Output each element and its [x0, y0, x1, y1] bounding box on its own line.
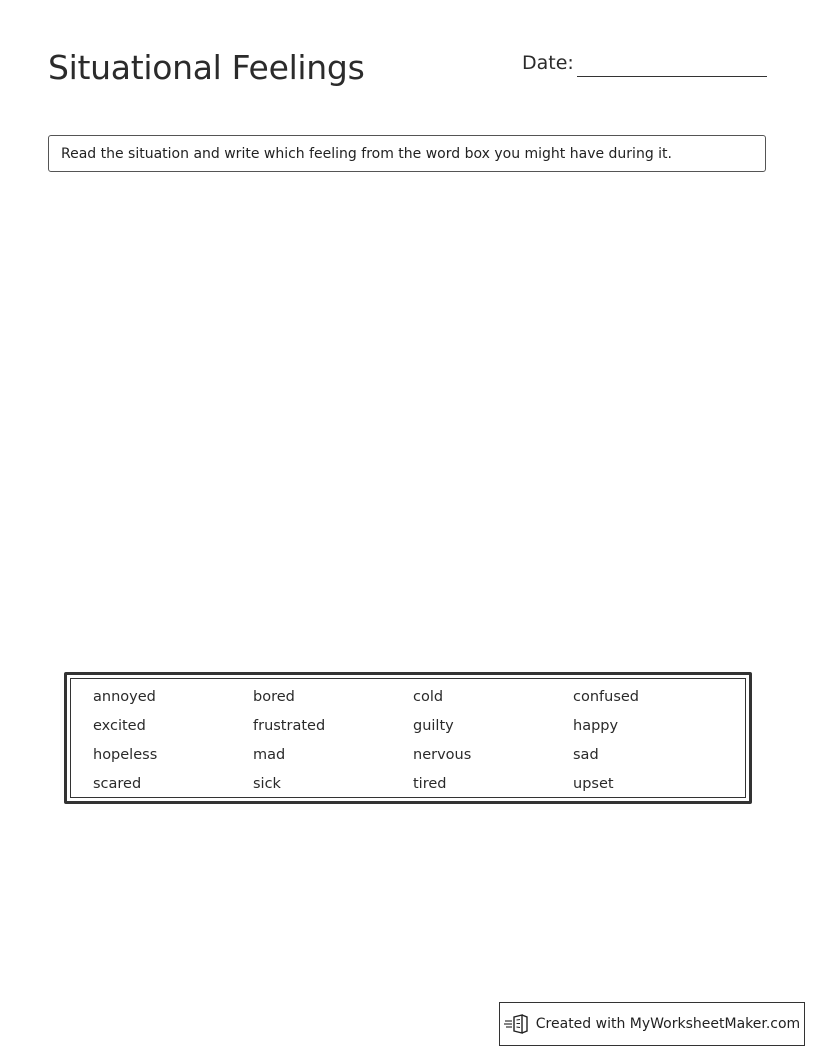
word-item: annoyed — [93, 689, 156, 705]
word-item: nervous — [413, 747, 472, 763]
footer-text: Created with MyWorksheetMaker.com — [535, 1016, 801, 1032]
word-item: tired — [413, 776, 447, 792]
word-item: hopeless — [93, 747, 158, 763]
word-item: happy — [573, 718, 619, 734]
word-item: confused — [573, 689, 640, 705]
page-title: Situational Feelings — [48, 48, 365, 87]
word-item: excited — [93, 718, 146, 734]
word-item: guilty — [413, 718, 454, 734]
date-blank-line[interactable] — [577, 76, 767, 77]
word-box — [64, 672, 752, 804]
word-item: sad — [573, 747, 599, 763]
date-label: Date: — [522, 52, 574, 74]
word-item: upset — [573, 776, 614, 792]
instructions-text: Read the situation and write which feeling from the word box you might have during it. — [61, 146, 672, 162]
footer-credit[interactable] — [499, 1002, 805, 1046]
instructions-box — [48, 135, 766, 172]
word-item: scared — [93, 776, 142, 792]
word-item: mad — [253, 747, 286, 763]
word-item: bored — [253, 689, 295, 705]
word-item: sick — [253, 776, 281, 792]
myworksheetmaker-logo-icon — [504, 1013, 530, 1035]
word-item: cold — [413, 689, 444, 705]
word-item: frustrated — [253, 718, 326, 734]
word-grid — [93, 683, 733, 799]
